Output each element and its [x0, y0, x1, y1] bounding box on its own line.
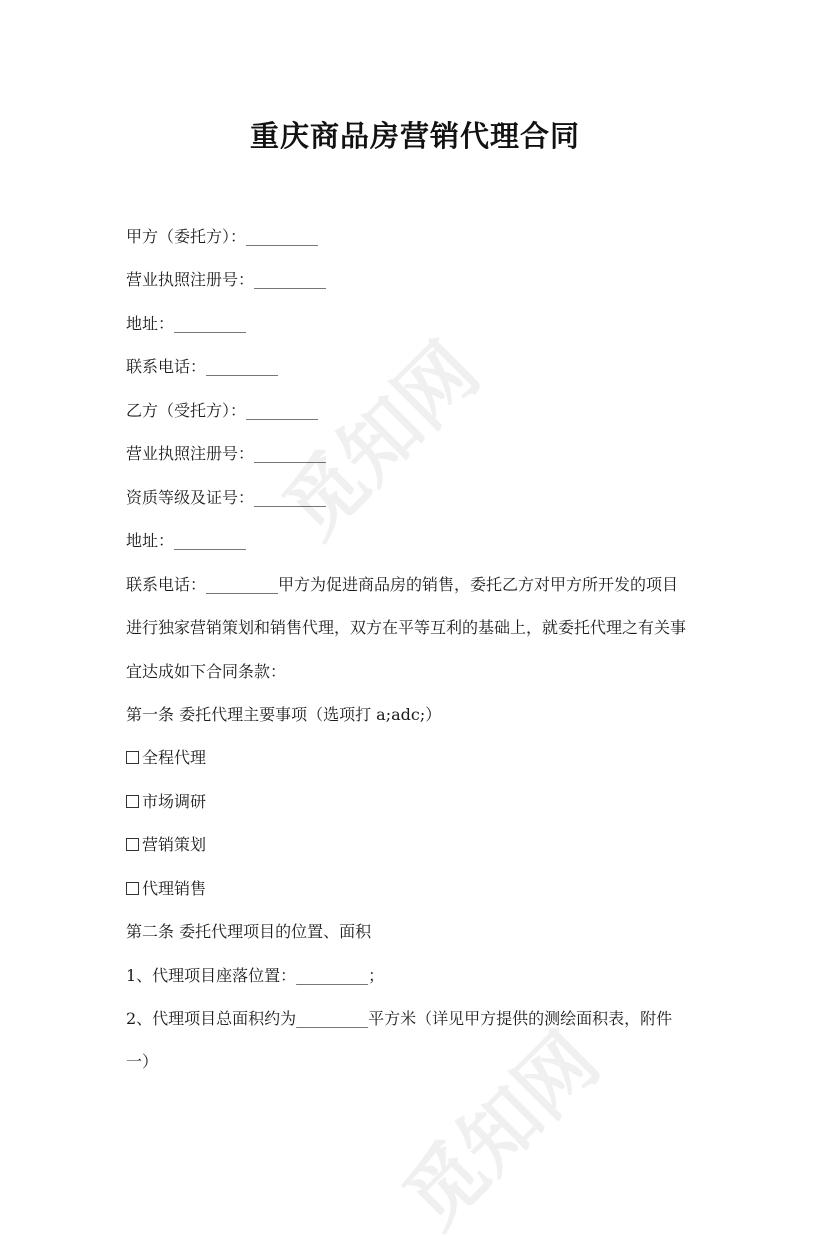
checkbox-icon [126, 838, 139, 851]
option-label: 营销策划 [142, 835, 207, 854]
preamble-line: 宜达成如下合同条款： [126, 662, 287, 681]
option-label: 全程代理 [142, 748, 207, 767]
watermark: 觅知网 [267, 326, 497, 556]
checkbox-icon [126, 751, 139, 764]
party-a-address: 地址：_________ [126, 314, 247, 333]
party-b-address: 地址：_________ [126, 531, 247, 550]
article-2-item-2: 2、代理项目总面积约为_________平方米（详见甲方提供的测绘面积表，附件 [126, 1009, 673, 1028]
party-b-qualification: 资质等级及证号：_________ [126, 488, 327, 507]
checkbox-icon [126, 882, 139, 895]
option-full-agency [126, 745, 206, 768]
article-1-heading: 第一条 委托代理主要事项（选项打 a;adc;） [126, 705, 442, 724]
party-a-license: 营业执照注册号：_________ [126, 270, 327, 289]
party-a-name: 甲方（委托方）：_________ [126, 227, 319, 246]
option-label: 代理销售 [142, 879, 207, 898]
option-agency-sales [126, 876, 206, 899]
option-market-research [126, 789, 206, 812]
article-2-heading: 第二条 委托代理项目的位置、面积 [126, 922, 372, 941]
article-2-item-1: 1、代理项目座落位置：_________； [126, 966, 385, 985]
preamble-line: 进行独家营销策划和销售代理，双方在平等互利的基础上，就委托代理之有关事 [126, 618, 687, 637]
watermark: 觅知网 [387, 1016, 617, 1246]
page-title: 重庆商品房营销代理合同 [249, 119, 580, 153]
option-label: 市场调研 [142, 792, 207, 811]
article-2-item-2-cont: 一） [126, 1052, 159, 1071]
checkbox-icon [126, 795, 139, 808]
party-a-phone: 联系电话：_________ [126, 357, 279, 376]
party-b-name: 乙方（受托方）：_________ [126, 401, 319, 420]
party-b-license: 营业执照注册号：_________ [126, 444, 327, 463]
option-marketing-plan [126, 832, 206, 855]
preamble-line: 联系电话：_________甲方为促进商品房的销售，委托乙方对甲方所开发的项目 [126, 575, 679, 594]
